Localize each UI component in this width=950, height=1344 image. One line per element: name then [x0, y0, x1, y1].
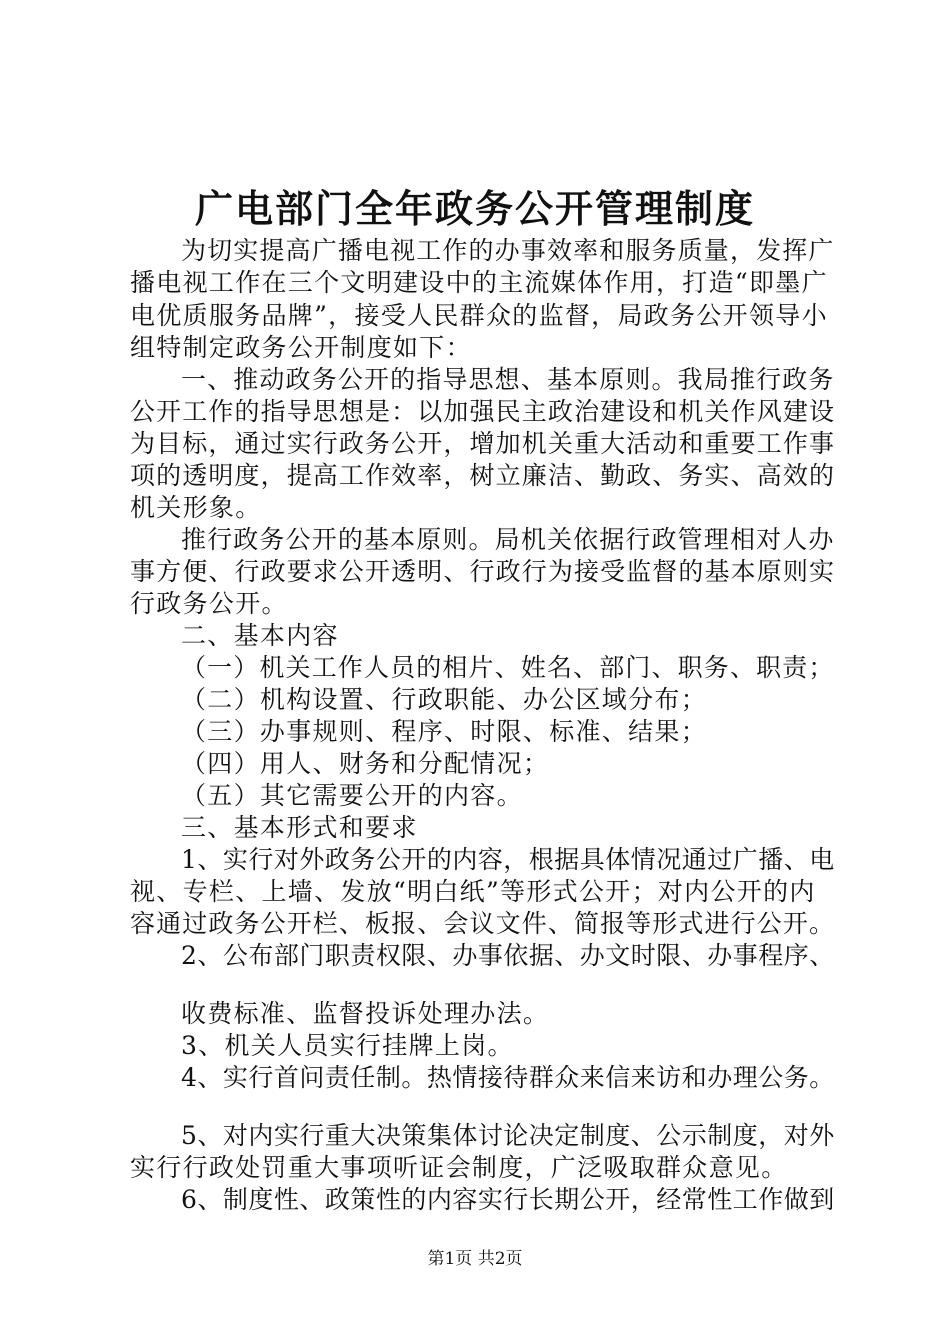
body-line: 2、公布部门职责权限、办事依据、办文时限、办事程序、	[181, 941, 835, 970]
body-line: 组特制定政务公开制度如下：	[130, 333, 472, 362]
list-item: （二）机构设置、行政职能、办公区域分布；	[181, 685, 708, 714]
page-footer: 第1页 共2页	[427, 1249, 523, 1269]
body-line: 6、制度性、政策性的内容实行长期公开，经常性工作做到	[181, 1185, 835, 1214]
body-line: 电优质服务品牌”，接受人民群众的监督，局政务公开领导小	[130, 301, 828, 330]
body-line: 容通过政务公开栏、板报、会议文件、简报等形式进行公开。	[130, 909, 836, 938]
body-line: 推行政务公开的基本原则。局机关依据行政管理相对人办	[181, 525, 835, 554]
section-heading: 三、基本形式和要求	[181, 813, 418, 842]
body-line: 公开工作的指导思想是：以加强民主政治建设和机关作风建设	[130, 397, 836, 426]
body-line: 项的透明度，提高工作效率，树立廉洁、勤政、务实、高效的	[130, 461, 836, 490]
section-heading: 二、基本内容	[181, 621, 339, 650]
body-line: 4、实行首问责任制。热情接待群众来信来访和办理公务。	[181, 1063, 835, 1092]
body-line: 实行行政处罚重大事项听证会制度，广泛吸取群众意见。	[130, 1153, 788, 1182]
body-line: 一、推动政务公开的指导思想、基本原则。我局推行政务	[181, 365, 835, 394]
body-line: 机关形象。	[130, 493, 262, 522]
body-line: 为切实提高广播电视工作的办事效率和服务质量，发挥广	[181, 236, 835, 265]
list-item: （四）用人、财务和分配情况；	[181, 749, 550, 778]
body-line: 收费标准、监督投诉处理办法。	[181, 999, 550, 1028]
list-item: （五）其它需要公开的内容。	[181, 781, 523, 810]
body-line: 行政务公开。	[130, 589, 288, 618]
body-line: 5、对内实行重大决策集体讨论决定制度、公示制度，对外	[181, 1121, 835, 1150]
body-line: 播电视工作在三个文明建设中的主流媒体作用，打造“即墨广	[130, 268, 828, 297]
list-item: （一）机关工作人员的相片、姓名、部门、职务、职责；	[181, 653, 835, 682]
body-line: 3、机关人员实行挂牌上岗。	[181, 1031, 514, 1060]
body-line: 视、专栏、上墙、发放“明白纸”等形式公开；对内公开的内	[130, 877, 816, 906]
body-line: 1、实行对外政务公开的内容，根据具体情况通过广播、电	[181, 845, 835, 874]
body-line: 为目标，通过实行政务公开，增加机关重大活动和重要工作事	[130, 429, 836, 458]
list-item: （三）办事规则、程序、时限、标准、结果；	[181, 717, 708, 746]
document-title: 广电部门全年政务公开管理制度	[194, 186, 755, 231]
body-line: 事方便、行政要求公开透明、行政行为接受监督的基本原则实	[130, 557, 836, 586]
